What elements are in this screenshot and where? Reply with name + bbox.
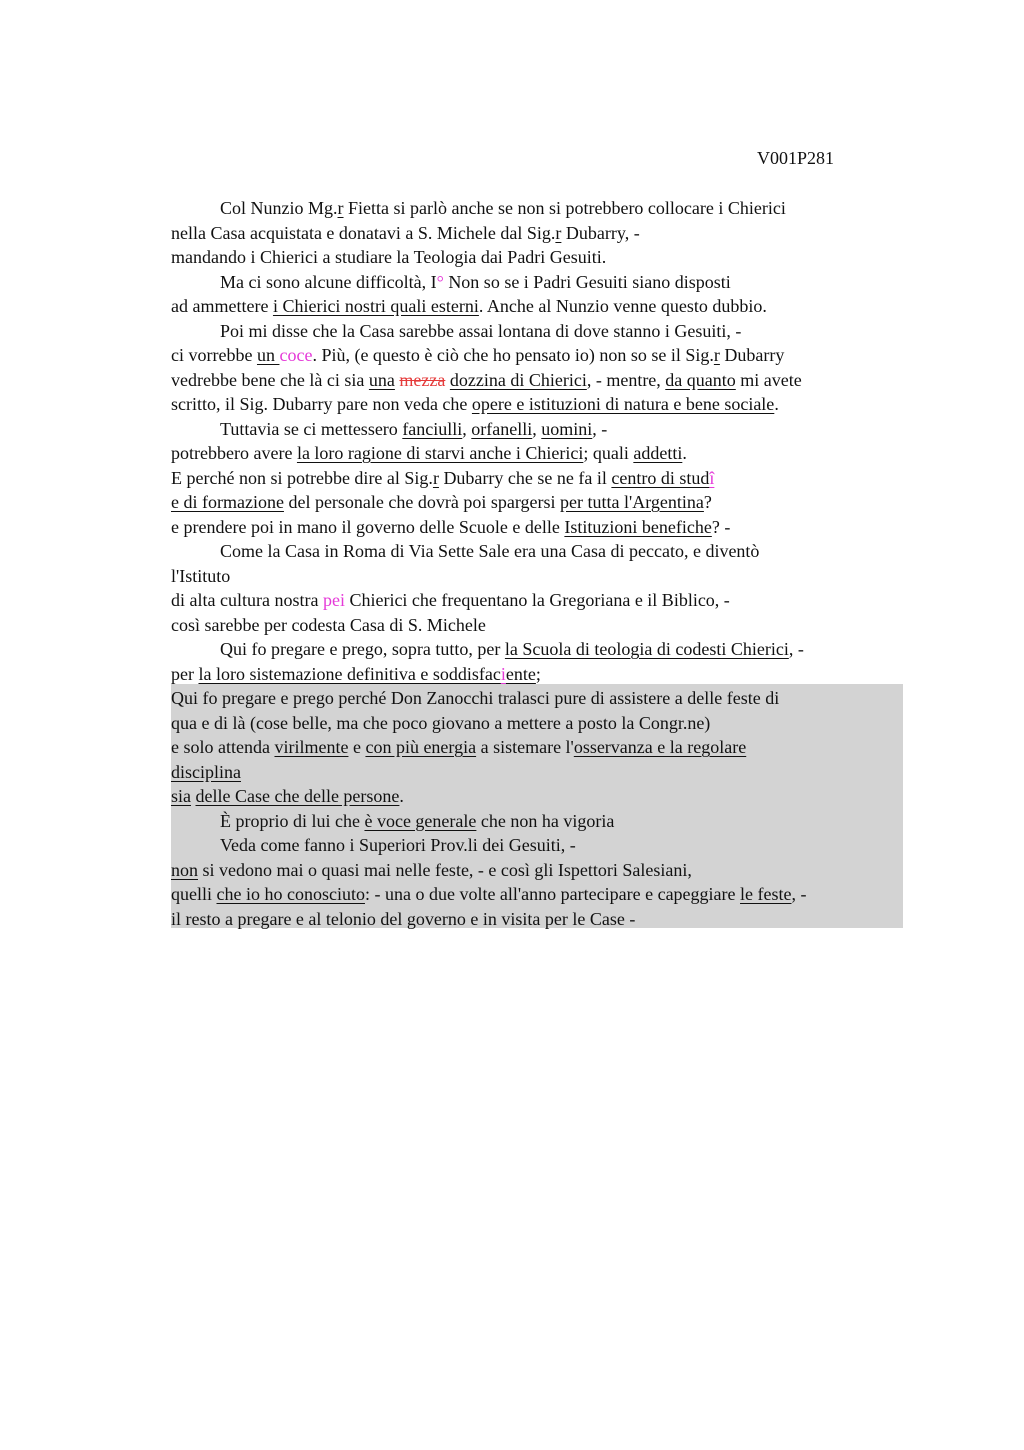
text-segment: : - una o due volte all'anno partecipare e capeggiare — [364, 884, 741, 904]
text-segment: Tuttavia se ci mettessero — [220, 418, 403, 439]
text-segment: , - — [788, 639, 804, 659]
text-line — [171, 294, 911, 319]
underlined-text: un — [256, 345, 280, 365]
underlined-text: la loro ragione di starvi anche i Chierici — [296, 443, 584, 463]
text-segment: e prendere poi in mano il governo delle Scuole e delle — [171, 516, 565, 537]
struck-text: mezza — [399, 369, 446, 390]
text-segment: e — [348, 737, 366, 757]
text-segment: l'Istituto — [171, 565, 231, 586]
underlined-text: centro di stud — [611, 467, 710, 488]
text-segment: Dubarry che se ne fa il — [438, 467, 612, 488]
text-segment: pei — [322, 590, 345, 610]
text-line — [171, 809, 911, 834]
underlined-text: dozzina di Chierici — [449, 369, 587, 390]
underlined-text: r — [337, 198, 344, 218]
text-line — [171, 368, 911, 393]
page-identifier: V001P281 — [757, 148, 835, 168]
text-segment: È proprio di lui che — [220, 810, 365, 831]
text-segment: vedrebbe bene che là ci sia — [171, 369, 369, 390]
text-segment: nella Casa acquistata e donatavi a S. Michele dal Sig. — [171, 222, 556, 243]
text-segment: per — [171, 663, 199, 684]
text-segment: Veda come fanno i Superiori Prov.li dei Gesuiti, - — [220, 835, 576, 855]
text-segment: ; — [535, 663, 541, 684]
text-line — [171, 343, 911, 368]
text-line — [171, 539, 911, 564]
underlined-text: opere e istituzioni di natura e bene sociale — [471, 394, 775, 414]
text-segment: si vedono mai o quasi mai nelle feste, - e così gli Ispettori Salesiani, — [198, 859, 692, 880]
text-segment: . Anche al Nunzio venne questo dubbio. — [478, 296, 767, 316]
text-segment: coce — [279, 345, 313, 365]
text-segment: che non ha vigoria — [476, 810, 615, 831]
underlined-text: e di formazione — [171, 492, 284, 512]
text-line — [171, 245, 911, 270]
underlined-text: ente — [505, 663, 536, 684]
text-line — [171, 907, 911, 932]
text-segment: Come la Casa in Roma di Via Sette Sale era una Casa di peccato, e diventò — [220, 541, 760, 561]
text-line — [171, 319, 911, 344]
text-segment: mi avete — [735, 369, 802, 390]
text-segment: , - mentre, — [586, 369, 666, 390]
text-segment: di alta cultura nostra — [171, 590, 323, 610]
text-line — [171, 392, 911, 417]
text-segment: Col Nunzio Mg. — [220, 198, 338, 218]
text-segment: ° — [436, 271, 444, 292]
underlined-text: i Chierici nostri quali esterni — [272, 296, 479, 316]
text-line — [171, 466, 911, 491]
text-line — [171, 441, 911, 466]
text-segment: scritto, il Sig. Dubarry pare non veda che — [171, 394, 472, 414]
underlined-text: le feste — [740, 884, 792, 904]
underlined-text: non — [171, 859, 198, 880]
text-line — [171, 711, 911, 736]
underlined-text: è voce generale — [364, 810, 477, 831]
text-segment: ? - — [711, 516, 731, 537]
text-line — [171, 686, 911, 711]
text-segment: del personale che dovrà poi spargersi — [283, 492, 561, 512]
text-line — [171, 735, 911, 760]
text-segment: Non so se i Padri Gesuiti siano disposti — [443, 271, 731, 292]
text-segment: , — [462, 418, 472, 439]
underlined-text: uomini — [541, 418, 593, 439]
text-segment: mandando i Chierici a studiare la Teologia dai Padri Gesuiti. — [171, 247, 607, 267]
underlined-text: sia — [171, 786, 191, 806]
text-segment: . — [399, 786, 404, 806]
text-line — [171, 613, 911, 638]
text-line — [171, 588, 911, 613]
text-line — [171, 784, 911, 809]
text-line — [171, 490, 911, 515]
text-segment: , — [532, 418, 542, 439]
underlined-text: r — [555, 222, 562, 243]
text-line — [171, 882, 911, 907]
underlined-text: i — [500, 663, 506, 684]
text-line — [171, 417, 911, 442]
text-segment: Poi mi disse che la Casa sarebbe assai lontana di dove stanno i Gesuiti, - — [220, 320, 742, 341]
underlined-text: da quanto — [665, 369, 736, 390]
text-segment: il resto a pregare e al telonio del governo e in visita per le Case - — [171, 908, 636, 929]
text-segment: , - — [592, 418, 608, 439]
letter-body — [171, 196, 911, 931]
text-line — [171, 760, 911, 785]
underlined-text: che io ho conosciuto — [216, 884, 365, 904]
text-segment: . — [774, 394, 779, 414]
text-segment: . Più, (e questo è ciò che ho pensato io) non so se il Sig. — [312, 345, 714, 365]
underlined-text: osservanza e la regolare — [573, 737, 747, 757]
underlined-text: addetti — [633, 443, 683, 463]
text-segment: . — [682, 443, 687, 463]
underlined-text: per tutta l'Argentina — [560, 492, 704, 512]
underlined-text: fanciulli — [402, 418, 463, 439]
underlined-text: una — [368, 369, 395, 390]
underlined-text: con più energia — [365, 737, 477, 757]
text-segment: Ma ci sono alcune difficoltà, I — [220, 271, 437, 292]
text-line — [171, 196, 911, 221]
underlined-text: disciplina — [171, 761, 241, 782]
text-segment: Dubarry, - — [561, 222, 640, 243]
text-segment: Qui fo pregare e prego perché Don Zanocchi tralasci pure di assistere a delle feste di — [171, 688, 780, 708]
underlined-text: virilmente — [274, 737, 349, 757]
text-line — [171, 221, 911, 246]
text-segment: e solo attenda — [171, 737, 275, 757]
text-segment: quelli — [171, 884, 217, 904]
text-segment: potrebbero avere — [171, 443, 297, 463]
underlined-text: orfanelli — [471, 418, 533, 439]
text-segment: E perché non si potrebbe dire al Sig. — [171, 467, 433, 488]
text-line — [171, 270, 911, 295]
text-segment: a sistemare l' — [476, 737, 574, 757]
underlined-text: r — [432, 467, 439, 488]
text-line — [171, 858, 911, 883]
underlined-text: î — [709, 467, 715, 488]
text-segment: ; quali — [583, 443, 634, 463]
underlined-text: la loro sistemazione definitiva e soddisfac — [198, 663, 501, 684]
text-segment: Qui fo pregare e prego, sopra tutto, per — [220, 639, 505, 659]
text-line — [171, 515, 911, 540]
text-segment: ad ammettere — [171, 296, 273, 316]
text-line — [171, 833, 911, 858]
text-segment: , - — [791, 884, 807, 904]
text-segment: Fietta si parlò anche se non si potrebbero collocare i Chierici — [343, 198, 786, 218]
underlined-text: delle Case che delle persone — [195, 786, 400, 806]
text-line — [171, 637, 911, 662]
underlined-text: r — [713, 345, 720, 365]
text-line — [171, 564, 911, 589]
text-segment: così sarebbe per codesta Casa di S. Michele — [171, 614, 486, 635]
underlined-text: Istituzioni benefiche — [564, 516, 712, 537]
text-line — [171, 662, 911, 687]
text-segment: ci vorrebbe — [171, 345, 257, 365]
text-segment: Chierici che frequentano la Gregoriana e il Biblico, - — [344, 590, 730, 610]
text-segment: ? — [703, 492, 712, 512]
text-segment: Dubarry — [719, 345, 785, 365]
text-segment: qua e di là (cose belle, ma che poco giovano a mettere a posto la Congr.ne) — [171, 712, 711, 733]
underlined-text: la Scuola di teologia di codesti Chierici — [504, 639, 789, 659]
